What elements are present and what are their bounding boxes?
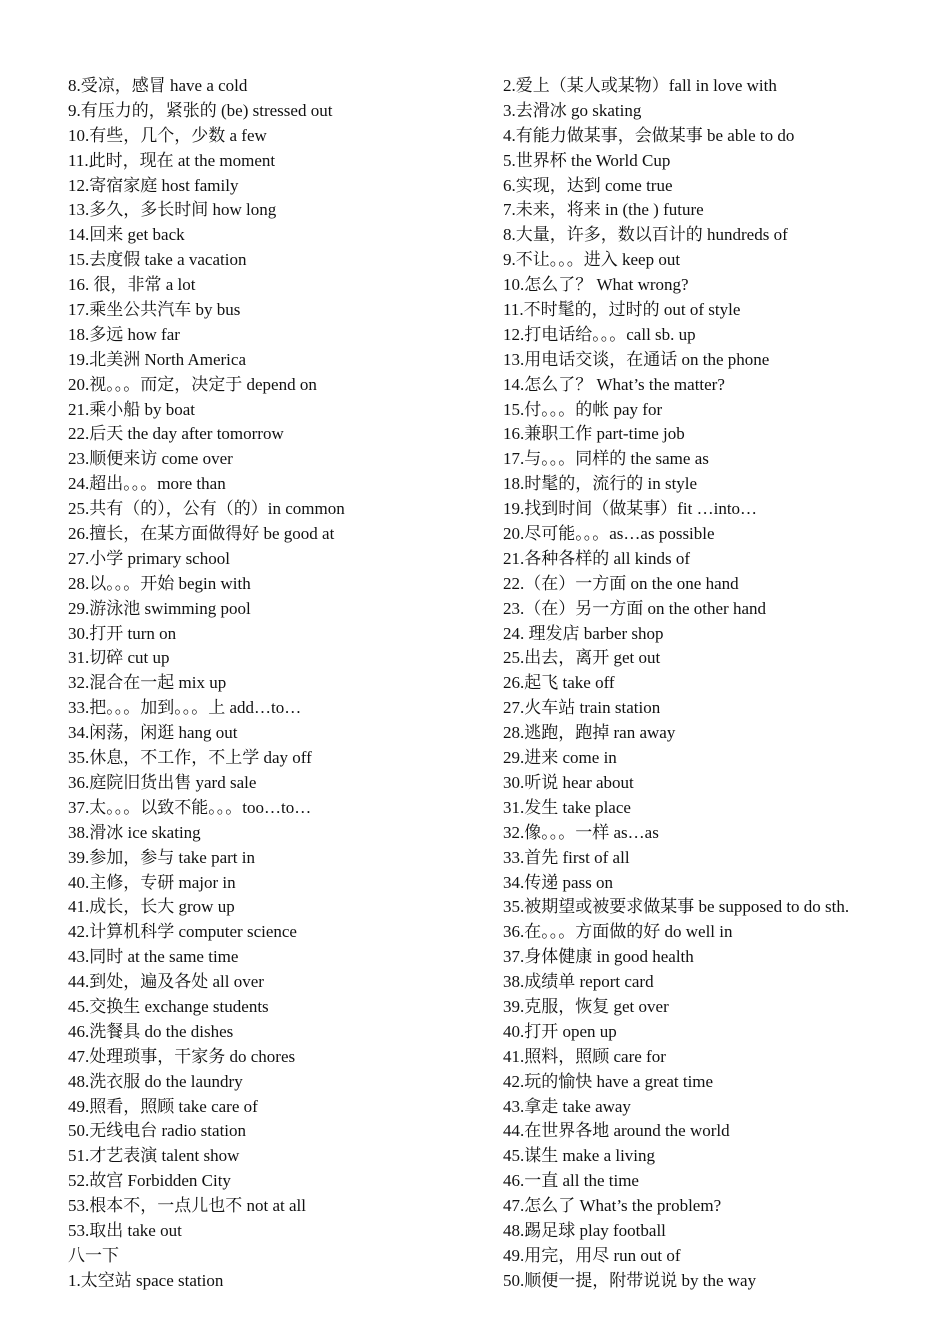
vocab-line: 25.共有（的），公有（的）in common xyxy=(68,499,345,519)
vocab-line: 26.起飞 take off xyxy=(503,673,615,693)
vocab-line: 44.在世界各地 around the world xyxy=(503,1121,730,1141)
vocab-line: 46.一直 all the time xyxy=(503,1171,639,1191)
vocab-line: 24.超出。。。more than xyxy=(68,474,226,494)
vocab-line: 44.到处，遍及各处 all over xyxy=(68,972,264,992)
vocab-line: 24. 理发店 barber shop xyxy=(503,623,664,643)
vocab-line: 49.照看，照顾 take care of xyxy=(68,1096,258,1116)
vocab-line: 39.克服，恢复 get over xyxy=(503,996,669,1016)
vocab-line: 43.拿走 take away xyxy=(503,1096,631,1116)
vocab-line: 46.洗餐具 do the dishes xyxy=(68,1021,234,1041)
vocab-line: 14.怎么了？ What’s the matter? xyxy=(503,374,725,394)
vocab-line: 49.用完，用尽 run out of xyxy=(503,1245,681,1265)
vocab-line: 9.有压力的，紧张的 (be) stressed out xyxy=(68,100,333,120)
vocab-line: 10.怎么了？ What wrong? xyxy=(503,275,689,295)
vocab-line: 17.乘坐公共汽车 by bus xyxy=(68,300,241,320)
vocab-line: 39.参加，参与 take part in xyxy=(68,847,255,867)
vocab-line: 35.被期望或被要求做某事 be supposed to do sth. xyxy=(503,897,850,917)
vocab-line: 8.大量，许多，数以百计的 hundreds of xyxy=(503,225,788,245)
vocab-line: 38.滑冰 ice skating xyxy=(68,822,201,842)
vocab-line: 13.多久，多长时间 how long xyxy=(68,200,277,220)
vocab-line: 32.像。。。一样 as…as xyxy=(503,822,659,842)
vocab-line: 19.找到时间（做某事）fit …into… xyxy=(503,499,758,519)
vocab-line: 2.爱上（某人或某物）fall in love with xyxy=(503,76,777,95)
vocab-line: 50.无线电台 radio station xyxy=(68,1121,247,1141)
vocab-line: 17.与。。。同样的 the same as xyxy=(503,449,709,469)
vocab-line: 36.庭院旧货出售 yard sale xyxy=(68,772,257,792)
vocab-line: 42.计算机科学 computer science xyxy=(68,922,297,942)
vocab-line: 30.打开 turn on xyxy=(68,623,177,643)
vocab-line: 18.时髦的，流行的 in style xyxy=(503,474,698,494)
vocab-line: 33.首先 first of all xyxy=(503,847,630,867)
vocab-line: 37.太。。。以致不能。。。too…to… xyxy=(68,797,312,817)
vocab-line: 29.进来 come in xyxy=(503,748,617,768)
vocab-line: 28.逃跑，跑掉 ran away xyxy=(503,723,676,743)
vocab-line: 31.发生 take place xyxy=(503,797,631,817)
section-heading: 八一下 xyxy=(68,1245,119,1266)
vocab-line: 16.兼职工作 part-time job xyxy=(503,424,685,444)
left-column xyxy=(68,74,488,1294)
vocab-line: 21.各种各样的 all kinds of xyxy=(503,548,690,568)
vocab-line: 22.（在）一方面 on the one hand xyxy=(503,573,739,593)
vocab-line: 23.（在）另一方面 on the other hand xyxy=(503,598,766,618)
vocab-line: 47.怎么了 What’s the problem? xyxy=(503,1196,722,1216)
vocab-line: 35.休息，不工作，不上学 day off xyxy=(68,748,312,768)
vocab-line: 10.有些，几个，少数 a few xyxy=(68,125,267,145)
vocab-line: 9.不让。。。进入 keep out xyxy=(503,250,681,270)
vocab-line: 5.世界杯 the World Cup xyxy=(503,150,671,170)
vocab-line: 32.混合在一起 mix up xyxy=(68,673,227,693)
vocab-line: 53.根本不，一点儿也不 not at all xyxy=(68,1196,306,1216)
vocab-line: 45.交换生 exchange students xyxy=(68,996,269,1016)
vocab-line: 11.此时，现在 at the moment xyxy=(68,150,276,170)
vocab-line: 15.付。。。的帐 pay for xyxy=(503,399,663,419)
vocab-line: 23.顺便来访 come over xyxy=(68,449,233,469)
vocab-line: 38.成绩单 report card xyxy=(503,972,654,992)
vocab-line: 37.身体健康 in good health xyxy=(503,947,694,967)
vocab-line: 31.切碎 cut up xyxy=(68,648,170,668)
vocab-line: 12.寄宿家庭 host family xyxy=(68,175,239,195)
vocab-line: 22.后天 the day after tomorrow xyxy=(68,424,284,444)
vocab-line: 45.谋生 make a living xyxy=(503,1146,656,1166)
vocab-line: 40.主修，专研 major in xyxy=(68,872,236,892)
right-column xyxy=(503,74,943,1294)
vocab-line: 18.多远 how far xyxy=(68,324,180,344)
vocab-line: 34.传递 pass on xyxy=(503,872,614,892)
vocab-line: 16. 很，非常 a lot xyxy=(68,275,196,295)
vocab-line: 41.照料，照顾 care for xyxy=(503,1046,666,1066)
vocab-line: 41.成长，长大 grow up xyxy=(68,897,235,917)
vocab-line: 27.火车站 train station xyxy=(503,698,661,718)
vocab-line: 21.乘小船 by boat xyxy=(68,399,196,419)
vocab-line: 13.用电话交谈，在通话 on the phone xyxy=(503,349,770,369)
vocab-line: 52.故宫 Forbidden City xyxy=(68,1171,231,1191)
vocab-line: 1.太空站 space station xyxy=(68,1270,224,1290)
vocab-line: 50.顺便一提，附带说说 by the way xyxy=(503,1270,757,1290)
vocab-line: 27.小学 primary school xyxy=(68,548,230,568)
vocab-line: 20.尽可能。。。as…as possible xyxy=(503,524,715,544)
vocab-line: 30.听说 hear about xyxy=(503,772,634,792)
vocab-line: 3.去滑冰 go skating xyxy=(503,100,642,120)
vocab-line: 34.闲荡，闲逛 hang out xyxy=(68,723,238,743)
vocab-line: 28.以。。。开始 begin with xyxy=(68,573,251,593)
vocab-line: 14.回来 get back xyxy=(68,225,185,245)
vocab-line: 8.受凉，感冒 have a cold xyxy=(68,76,248,95)
vocab-line: 7.未来，将来 in (the ) future xyxy=(503,200,704,220)
vocab-line: 43.同时 at the same time xyxy=(68,947,239,967)
vocab-line: 25.出去，离开 get out xyxy=(503,648,661,668)
vocab-line: 36.在。。。方面做的好 do well in xyxy=(503,922,733,942)
vocab-line: 29.游泳池 swimming pool xyxy=(68,598,251,618)
vocab-line: 4.有能力做某事，会做某事 be able to do xyxy=(503,125,795,145)
vocab-line: 20.视。。。而定，决定于 depend on xyxy=(68,374,317,394)
vocab-line: 48.踢足球 play football xyxy=(503,1220,666,1240)
vocab-line: 15.去度假 take a vacation xyxy=(68,250,247,270)
vocab-line: 11.不时髦的，过时的 out of style xyxy=(503,300,741,320)
vocab-line: 26.擅长，在某方面做得好 be good at xyxy=(68,524,335,544)
vocab-line: 53.取出 take out xyxy=(68,1220,182,1240)
vocab-line: 33.把。。。加到。。。上 add…to… xyxy=(68,698,302,718)
vocab-line: 19.北美洲 North America xyxy=(68,349,246,369)
vocab-line: 40.打开 open up xyxy=(503,1021,617,1041)
vocab-line: 12.打电话给。。。call sb. up xyxy=(503,324,696,344)
vocab-line: 42.玩的愉快 have a great time xyxy=(503,1071,714,1091)
vocab-line: 47.处理琐事，干家务 do chores xyxy=(68,1046,296,1066)
vocab-line: 48.洗衣服 do the laundry xyxy=(68,1071,243,1091)
vocab-line: 6.实现，达到 come true xyxy=(503,175,673,195)
vocab-line: 51.才艺表演 talent show xyxy=(68,1146,240,1166)
